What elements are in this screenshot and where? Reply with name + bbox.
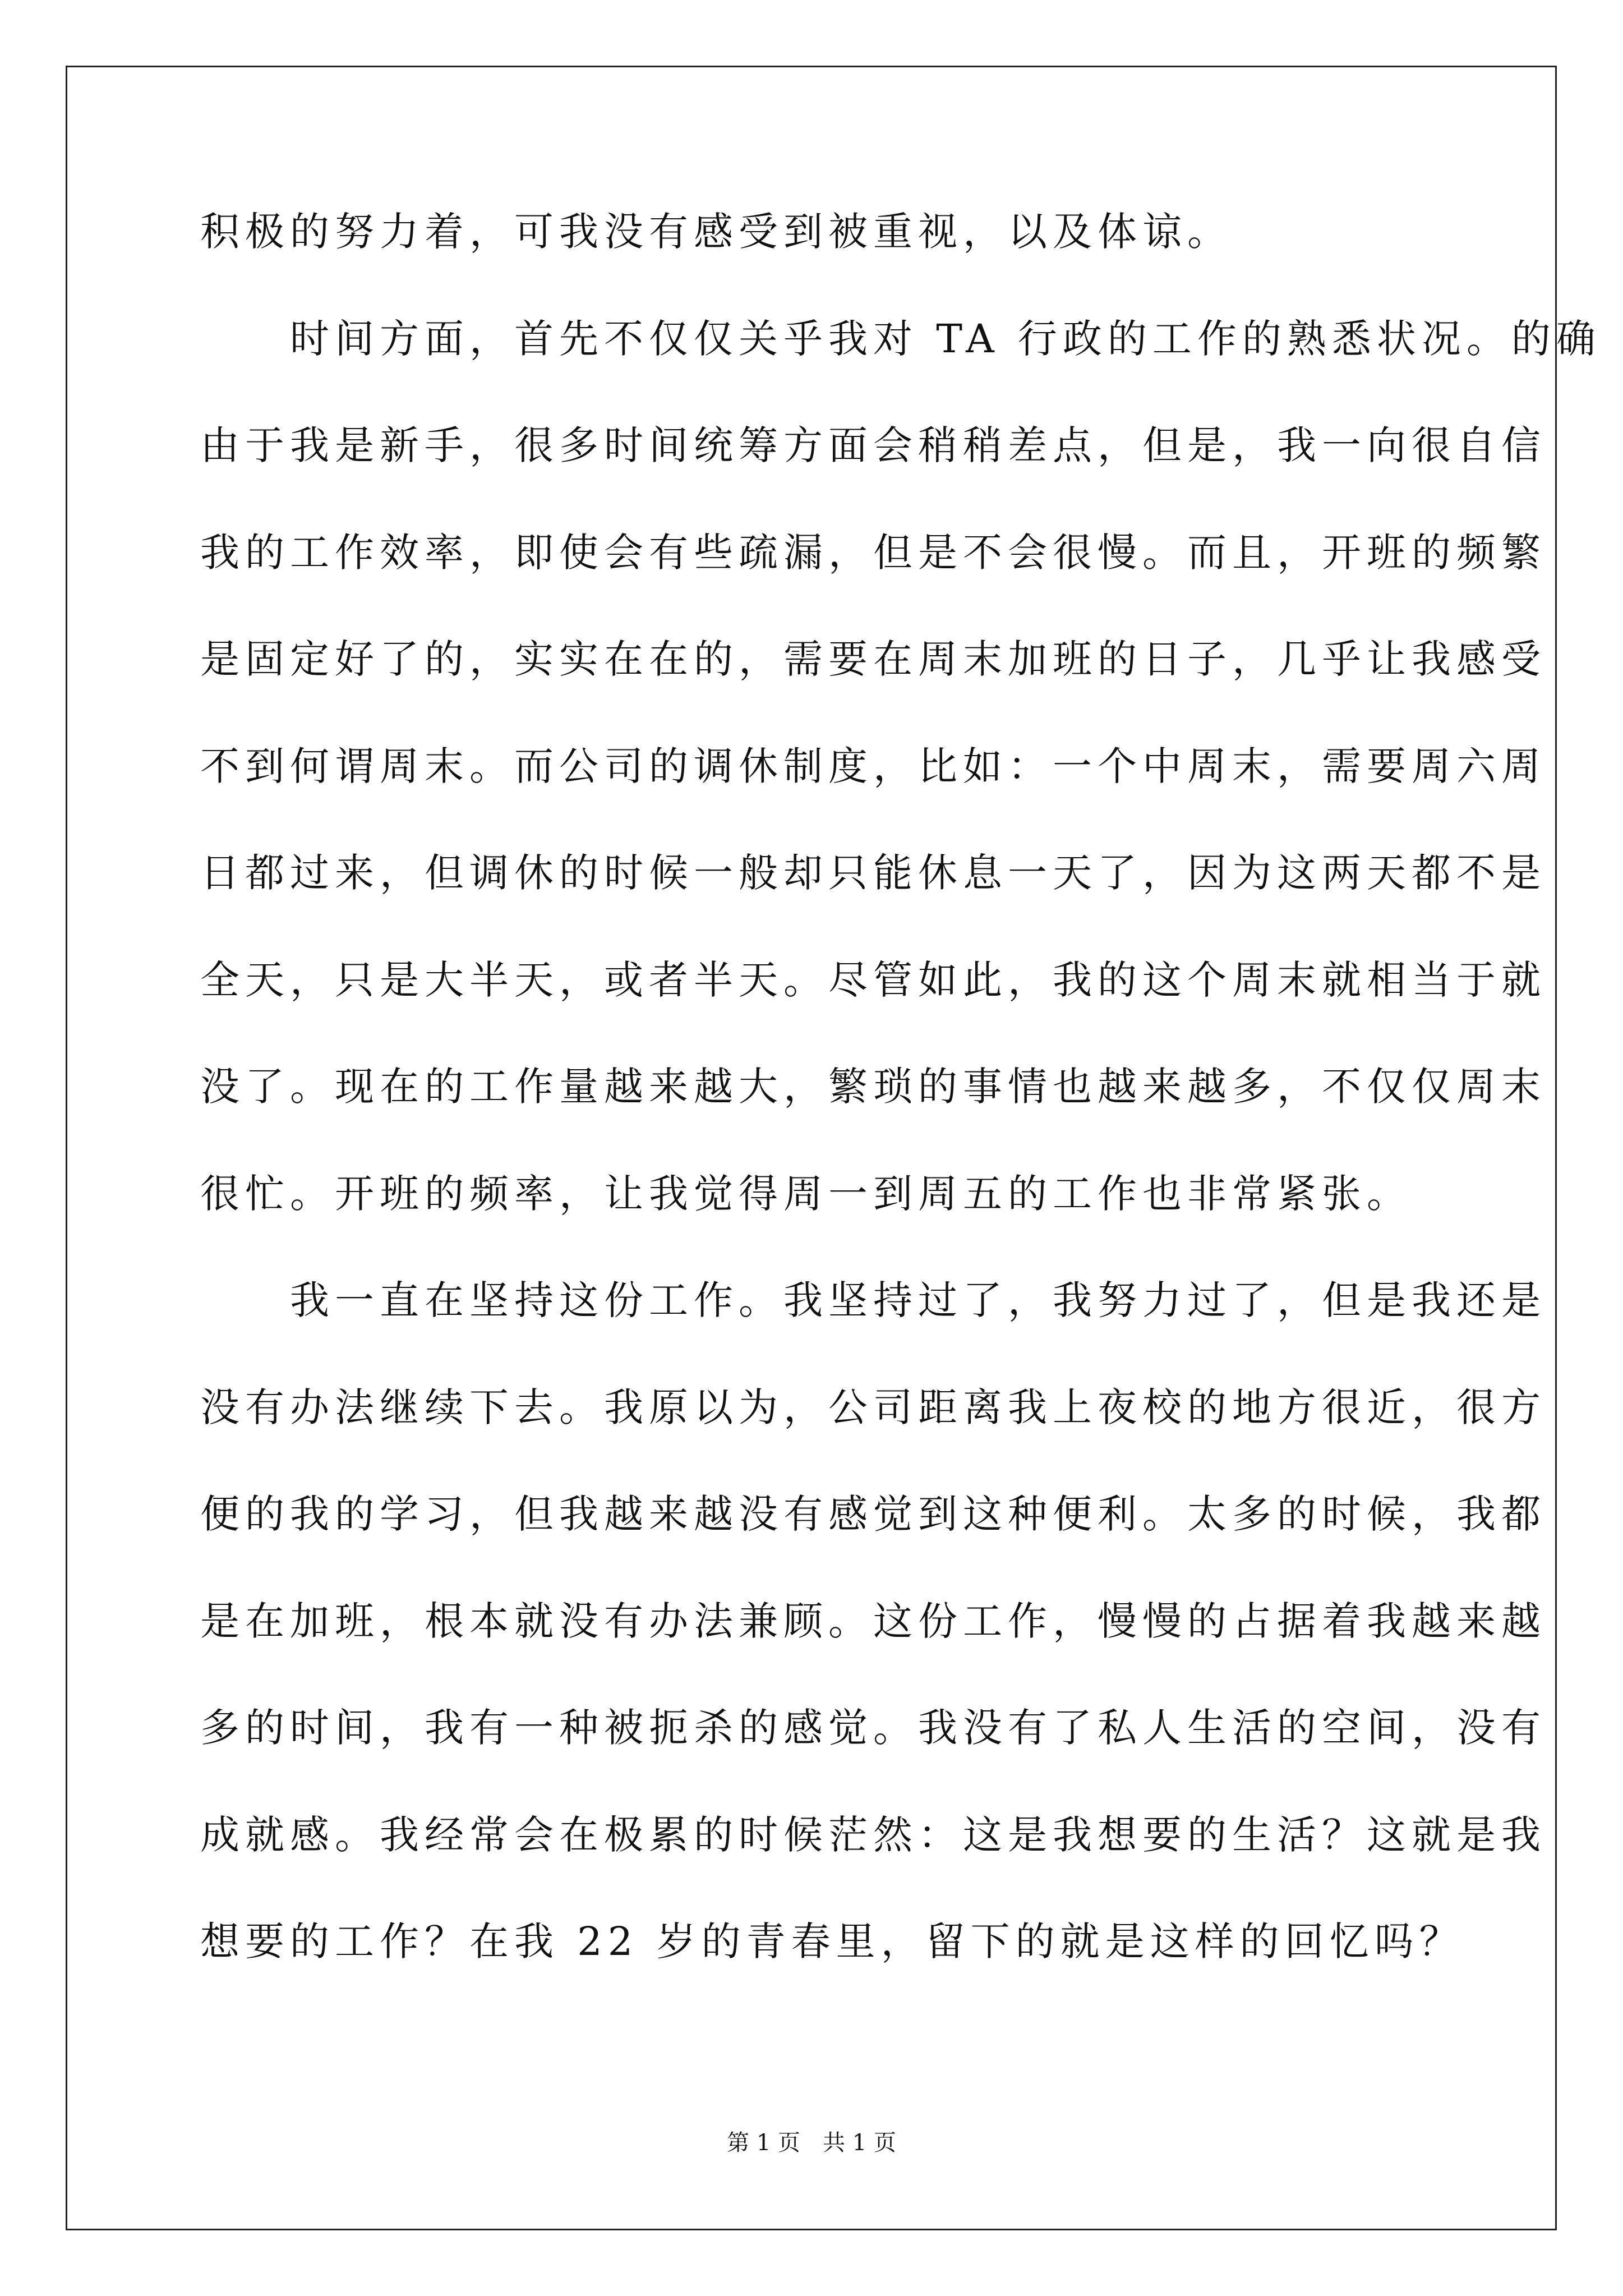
text-line: 积极的努力着，可我没有感受到被重视，以及体谅。: [200, 209, 1232, 255]
page-footer: 第 1 页 共 1 页: [727, 2130, 896, 2156]
text-line: 很忙。开班的频率，让我觉得周一到周五的工作也非常紧张。: [200, 1170, 1412, 1217]
text-line: 便的我的学习，但我越来越没有感觉到这种便利。太多的时候，我都: [200, 1491, 1546, 1537]
text-line: 是在加班，根本就没有办法兼顾。这份工作，慢慢的占据着我越来越: [200, 1598, 1546, 1644]
document-body: [200, 202, 1601, 2019]
text-line: 没有办法继续下去。我原以为，公司距离我上夜校的地方很近，很方: [200, 1384, 1546, 1430]
text-line: 时间方面，首先不仅仅关乎我对 TA 行政的工作的熟悉状况。的确: [200, 315, 1601, 362]
text-line: 是固定好了的，实实在在的，需要在周末加班的日子，几乎让我感受: [200, 636, 1546, 682]
text-line: 我一直在坚持这份工作。我坚持过了，我努力过了，但是我还是: [200, 1277, 1546, 1323]
text-line: 成就感。我经常会在极累的时候茫然：这是我想要的生活？这就是我: [200, 1811, 1546, 1858]
text-line: 全天，只是大半天，或者半天。尽管如此，我的这个周末就相当于就: [200, 956, 1546, 1003]
text-line: 想要的工作？在我 22 岁的青春里，留下的就是这样的回忆吗？: [200, 1918, 1464, 1964]
text-line: 我的工作效率，即使会有些疏漏，但是不会很慢。而且，开班的频繁: [200, 529, 1546, 576]
text-line: 日都过来，但调休的时候一般却只能休息一天了，因为这两天都不是: [200, 850, 1546, 896]
text-line: 由于我是新手，很多时间统筹方面会稍稍差点，但是，我一向很自信: [200, 422, 1546, 468]
text-line: 不到何谓周末。而公司的调休制度，比如：一个中周末，需要周六周: [200, 743, 1546, 789]
text-line: 没了。现在的工作量越来越大，繁琐的事情也越来越多，不仅仅周末: [200, 1064, 1546, 1110]
text-line: 多的时间，我有一种被扼杀的感觉。我没有了私人生活的空间，没有: [200, 1705, 1546, 1751]
